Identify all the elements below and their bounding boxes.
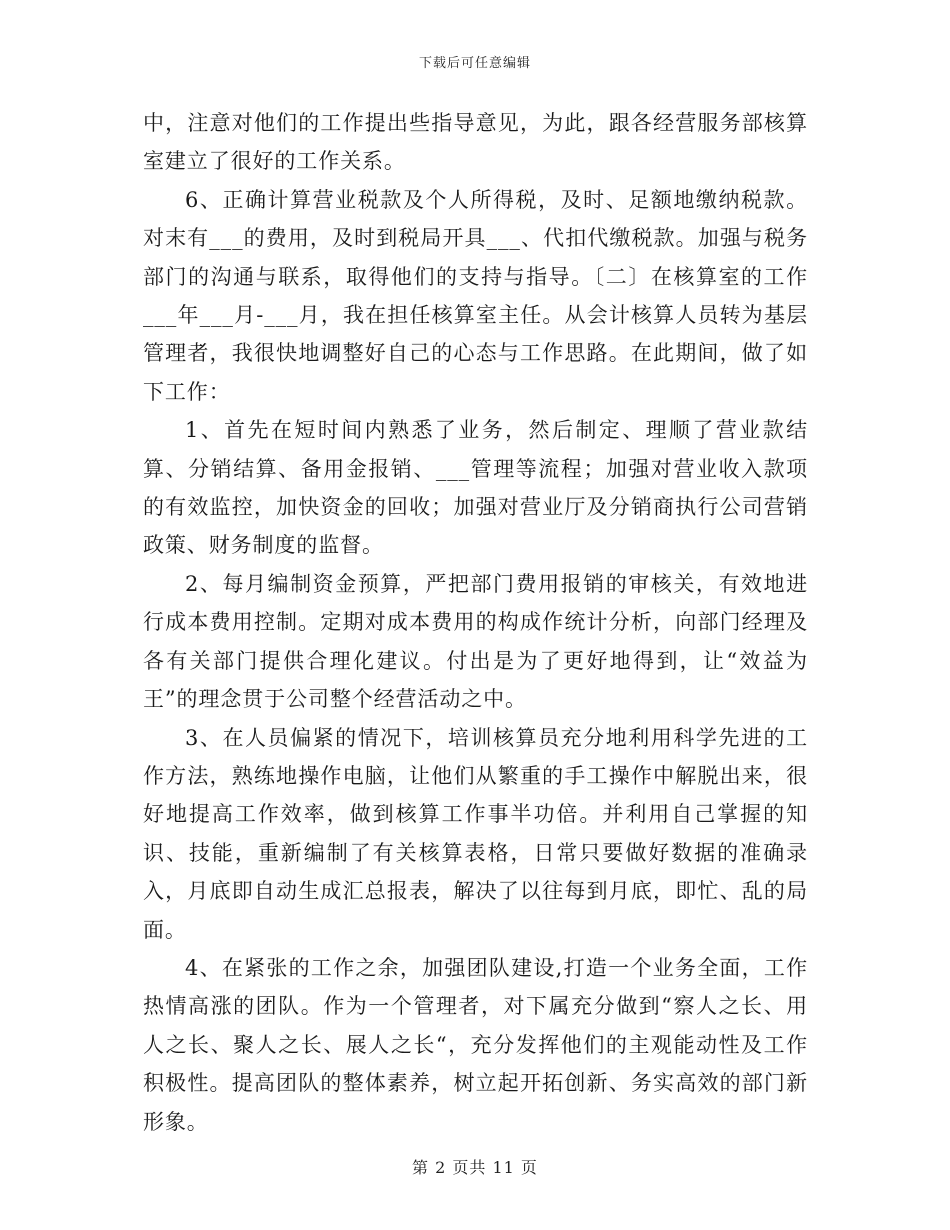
- paragraph-continuation: 中，注意对他们的工作提出些指导意见，为此，跟各经营服务部核算室建立了很好的工作关系。: [143, 111, 808, 174]
- document-body: [143, 104, 808, 1141]
- paragraph-item-6: 6、正确计算营业税款及个人所得税，及时、足额地缴纳税款。对末有___的费用，及时到税局开具___、代扣代缴税款。加强与税务部门的沟通与联系，取得他们的支持与指导。〔二〕在核算室的工作___年___月-___月，我在担任核算室主任。从会计核算人员转为基层管理者，我很快地调整好自己的心态与工作思路。在此期间，做了如下工作：: [143, 187, 808, 404]
- page-header-note: 下载后可任意编辑: [418, 56, 531, 71]
- paragraph-item-2: 2、每月编制资金预算，严把部门费用报销的审核关，有效地进行成本费用控制。定期对成本费用的构成作统计分析，向部门经理及各有关部门提供合理化建议。付出是为了更好地得到，让“效益为王”的理念贯于公司整个经营活动之中。: [143, 571, 808, 712]
- paragraph-item-3: 3、在人员偏紧的情况下，培训核算员充分地利用科学先进的工作方法，熟练地操作电脑，让他们从繁重的手工操作中解脱出来，很好地提高工作效率，做到核算工作事半功倍。并利用自己掌握的知识、技能，重新编制了有关核算表格，日常只要做好数据的准确录入，月底即自动生成汇总报表，解决了以往每到月底，即忙、乱的局面。: [143, 725, 808, 942]
- paragraph-item-1: 1、首先在短时间内熟悉了业务，然后制定、理顺了营业款结算、分销结算、备用金报销、___管理等流程；加强对营业收入款项的有效监控，加快资金的回收；加强对营业厅及分销商执行公司营销政策、财务制度的监督。: [143, 418, 808, 558]
- page-number-footer: 第 2 页共 11 页: [412, 1158, 538, 1177]
- paragraph-item-4: 4、在紧张的工作之余，加强团队建设,打造一个业务全面，工作热情高涨的团队。作为一个管理者，对下属充分做到“察人之长、用人之长、聚人之长、展人之长“，充分发挥他们的主观能动性及工作积极性。提高团队的整体素养，树立起开拓创新、务实高效的部门新形象。: [143, 955, 808, 1134]
